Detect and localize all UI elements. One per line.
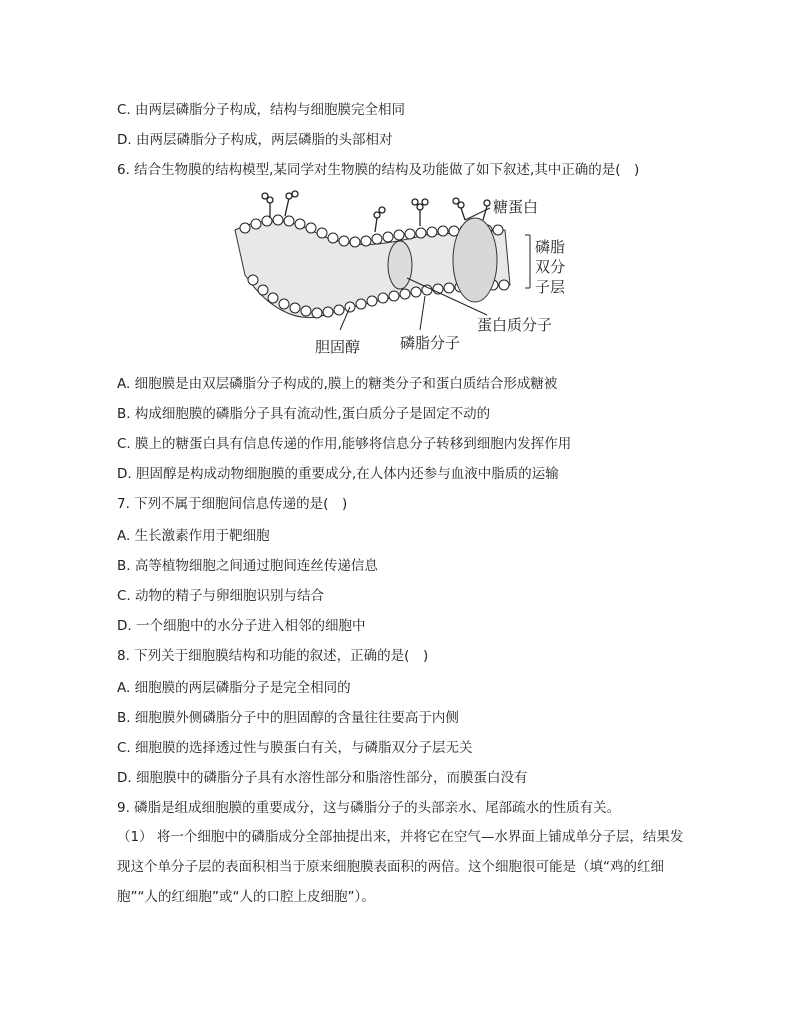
question-7-option-a: A. 生长激素作用于靶细胞	[117, 528, 270, 544]
question-7-option-b: B. 高等植物细胞之间通过胞间连丝传递信息	[117, 558, 378, 574]
question-6-option-b: B. 构成细胞膜的磷脂分子具有流动性,蛋白质分子是固定不动的	[117, 406, 491, 422]
question-8-option-d: D. 细胞膜中的磷脂分子具有水溶性部分和脂溶性部分，而膜蛋白没有	[117, 770, 528, 786]
question-8-option-c: C. 细胞膜的选择透过性与膜蛋白有关，与磷脂双分子层无关	[117, 740, 473, 756]
protein-molecule	[453, 218, 497, 302]
question-8-option-b: B. 细胞膜外侧磷脂分子中的胆固醇的含量往往要高于内侧	[117, 710, 459, 726]
protein-molecule-small	[388, 241, 412, 289]
label-protein: 蛋白质分子	[477, 316, 553, 334]
question-7-option-d: D. 一个细胞中的水分子进入相邻的细胞中	[117, 618, 366, 634]
membrane-model-figure	[225, 190, 575, 360]
label-bilayer-1: 磷脂	[535, 238, 566, 256]
question-6-option-a: A. 细胞膜是由双层磷脂分子构成的,膜上的糖类分子和蛋白质结合形成糖被	[117, 376, 558, 392]
label-cholesterol: 胆固醇	[315, 338, 361, 356]
question-5-option-d: D. 由两层磷脂分子构成，两层磷脂的头部相对	[117, 132, 393, 148]
question-8-option-a: A. 细胞膜的两层磷脂分子是完全相同的	[117, 680, 351, 696]
label-bilayer-2: 双分	[535, 258, 566, 276]
question-7-stem: 7. 下列不属于细胞间信息传递的是( )	[117, 496, 348, 512]
question-7-option-c: C. 动物的精子与卵细胞识别与结合	[117, 588, 325, 604]
question-8-stem: 8. 下列关于细胞膜结构和功能的叙述，正确的是( )	[117, 648, 429, 664]
question-6-option-c: C. 膜上的糖蛋白具有信息传递的作用,能够将信息分子转移到细胞内发挥作用	[117, 436, 572, 452]
label-bilayer-3: 子层	[535, 278, 566, 296]
question-6-option-d: D. 胆固醇是构成动物细胞膜的重要成分,在人体内还参与血液中脂质的运输	[117, 466, 559, 482]
question-6-stem: 6. 结合生物膜的结构模型,某同学对生物膜的结构及功能做了如下叙述,其中正确的是( )	[117, 162, 640, 178]
label-phospholipid: 磷脂分子	[400, 334, 461, 352]
question-5-option-c: C. 由两层磷脂分子构成，结构与细胞膜完全相同	[117, 102, 406, 118]
label-glycoprotein: 糖蛋白	[493, 198, 539, 216]
question-9-part-1: （1） 将一个细胞中的磷脂成分全部抽提出来，并将它在空气—水界面上铺成单分子层，结果发现这个单分子层的表面积相当于原来细胞膜表面积的两倍。这个细胞很可能是（填“鸡的红细胞”“人的红细胞”或“人的口腔上皮细胞”）。	[117, 829, 684, 905]
question-9-stem: 9. 磷脂是组成细胞膜的重要成分，这与磷脂分子的头部亲水、尾部疏水的性质有关。	[117, 800, 621, 816]
